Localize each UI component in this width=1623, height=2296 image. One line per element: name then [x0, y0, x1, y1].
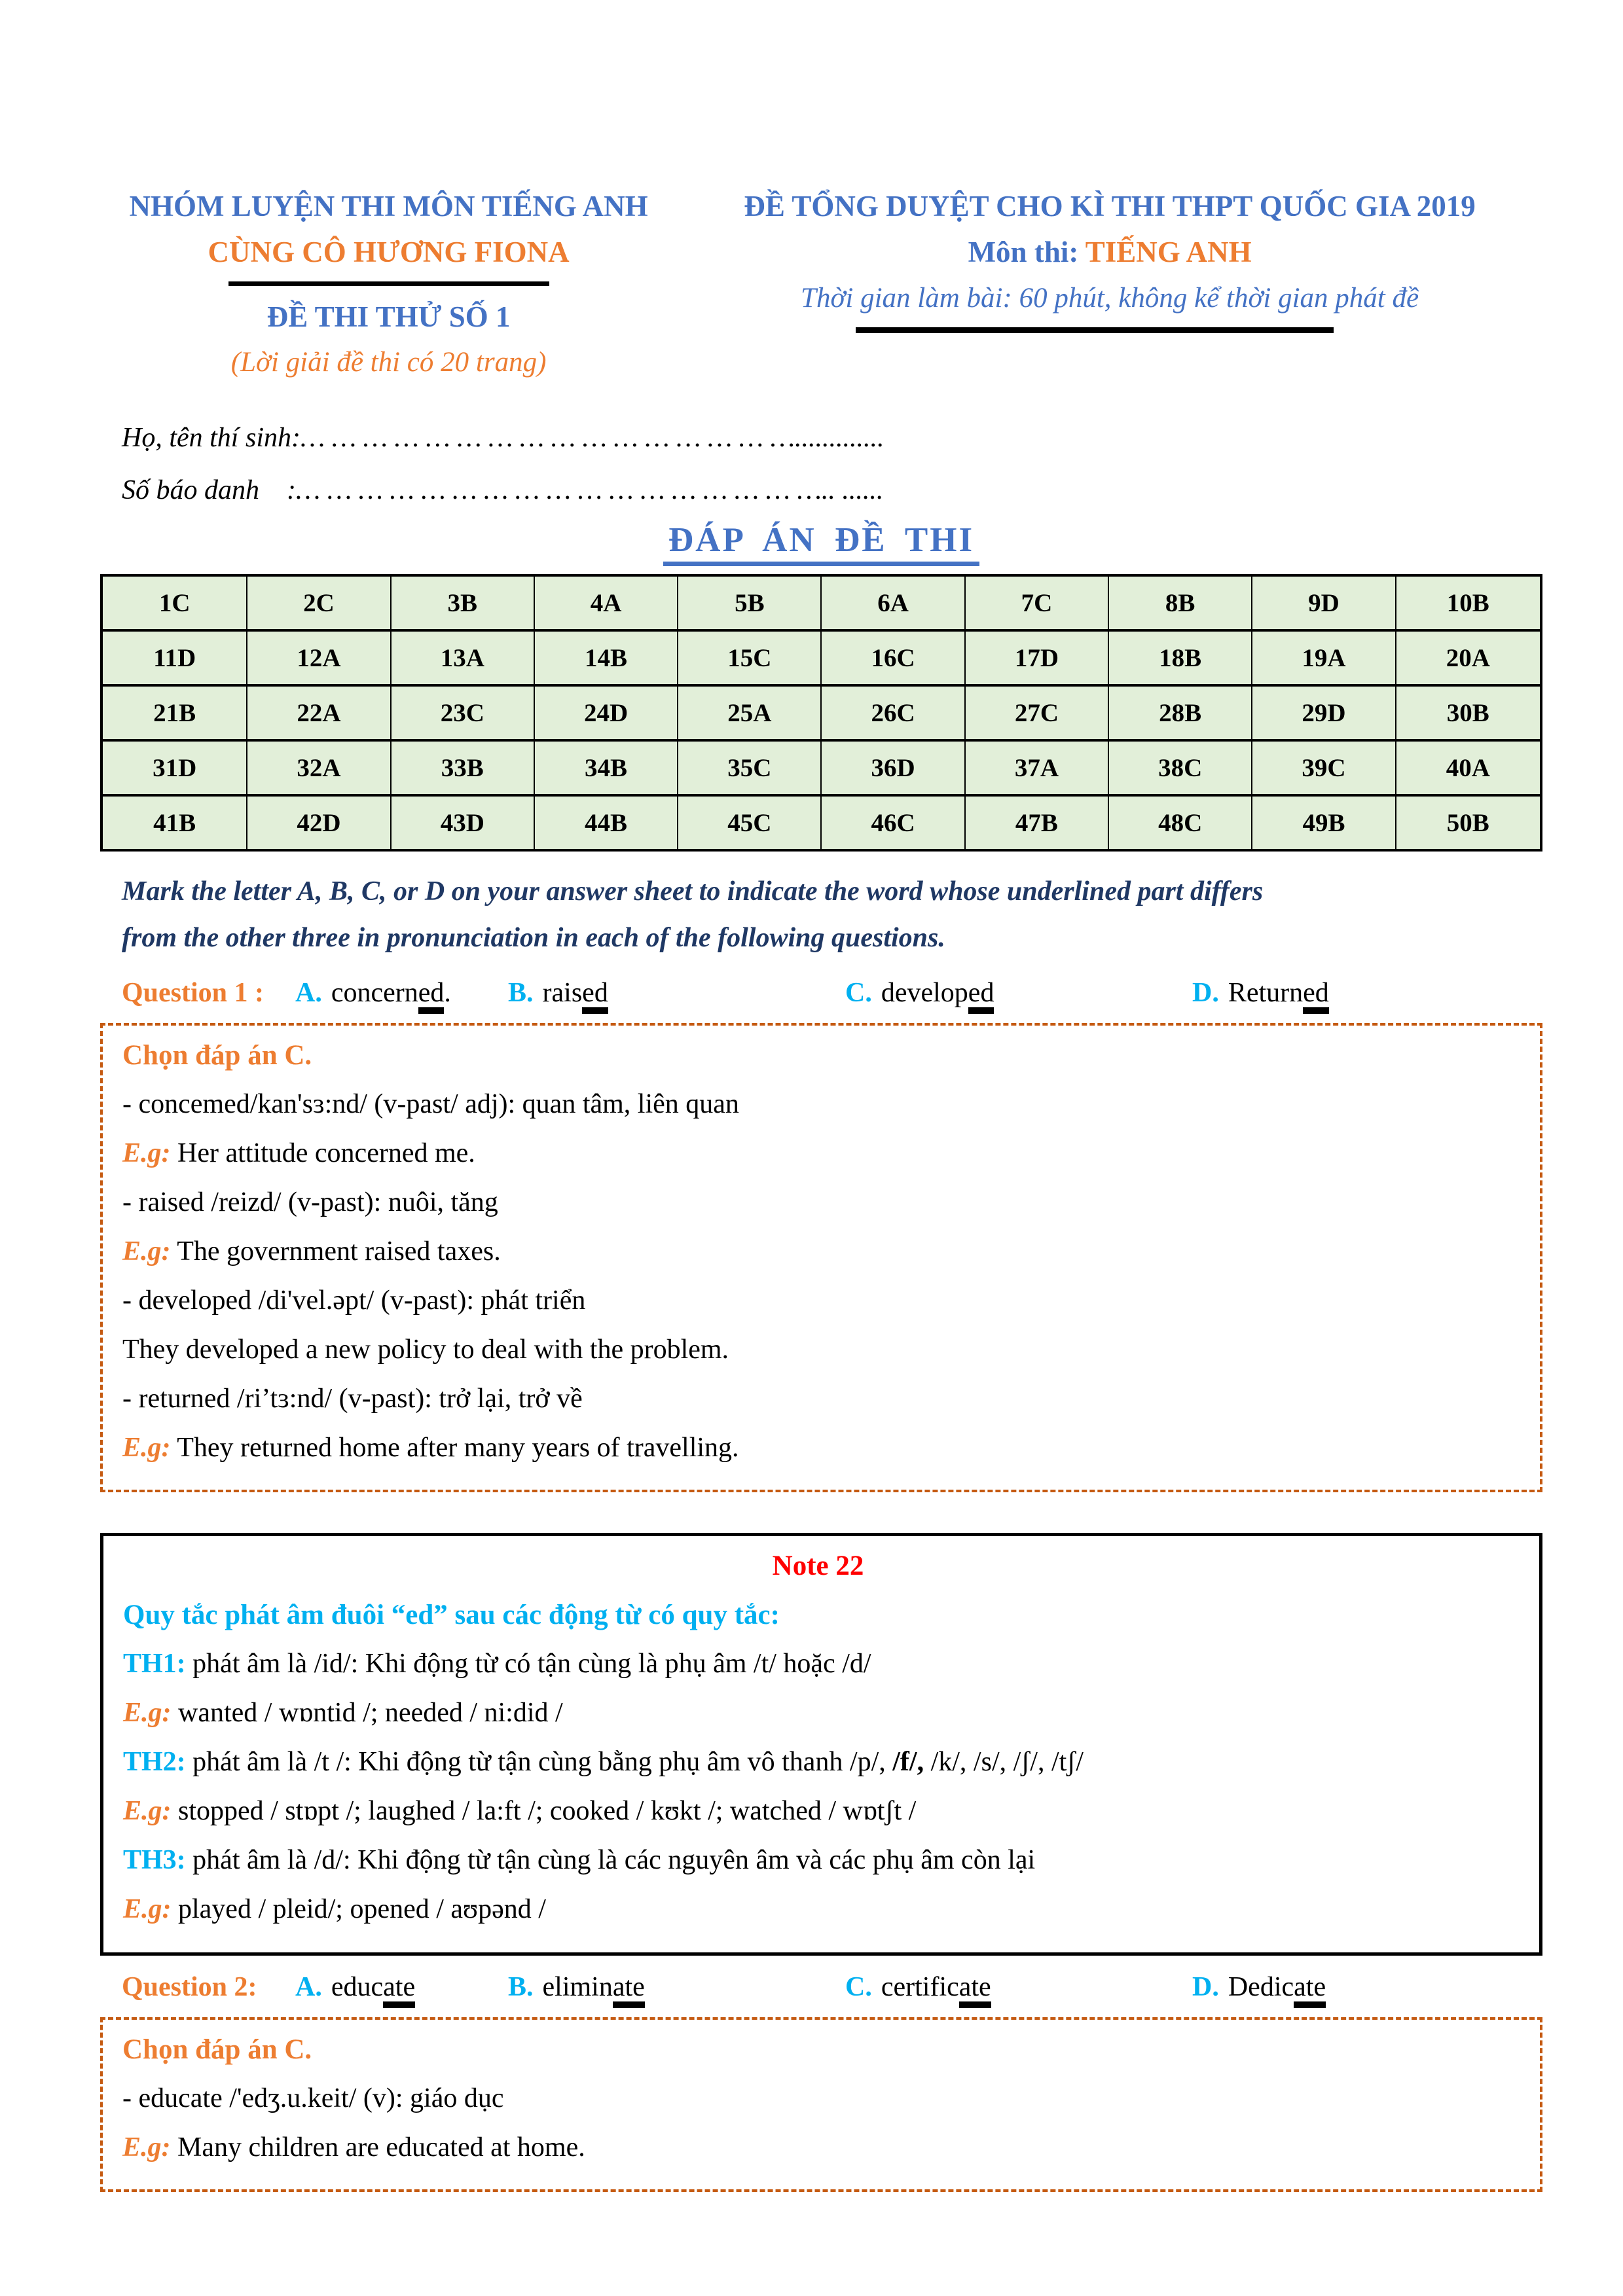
- table-row: [101, 575, 1541, 630]
- question-2-option-c: C. certificate: [845, 1966, 1192, 2008]
- answer-cell: 27C: [965, 685, 1108, 740]
- answer-cell: 9D: [1252, 575, 1395, 630]
- answer-cell: 50B: [1396, 795, 1541, 850]
- answer-cell: 16C: [821, 630, 964, 685]
- eg-label: E.g:: [122, 1433, 171, 1463]
- eg-label: E.g:: [122, 1138, 171, 1168]
- answer-cell: 7C: [965, 575, 1108, 630]
- answer-cell: 17D: [965, 630, 1108, 685]
- underlined-part: ate: [383, 1973, 415, 2008]
- explanation-line: - educate /'edʒ.u.keit/ (v): giáo dục: [122, 2083, 504, 2113]
- student-name-label: Họ, tên thí sinh:: [122, 423, 301, 453]
- underlined-part: ate: [1294, 1973, 1326, 2008]
- answer-cell: 44B: [534, 795, 678, 850]
- answer-cell: 3B: [391, 575, 534, 630]
- underlined-part: ate: [613, 1973, 645, 2008]
- student-info: [122, 412, 1542, 516]
- question-1-option-c: C. developed: [845, 972, 1192, 1014]
- answer-explanation-box-2: [100, 2017, 1542, 2192]
- underlined-part: ed: [968, 978, 994, 1014]
- answer-cell: 8B: [1108, 575, 1252, 630]
- subject-label: Môn thi:: [968, 236, 1079, 268]
- answer-cell: 43D: [391, 795, 534, 850]
- option-letter: C.: [845, 1972, 872, 2002]
- answer-cell: 29D: [1252, 685, 1395, 740]
- student-name-line: [122, 412, 1542, 464]
- example-line: E.g: Many children are educated at home.: [122, 2132, 585, 2162]
- option-letter: D.: [1192, 1972, 1219, 2002]
- table-row: [101, 685, 1541, 740]
- table-row: [101, 795, 1541, 850]
- explanation-line: - raised /reizd/ (v-past): nuôi, tăng: [122, 1187, 498, 1217]
- section-instruction: [122, 869, 1542, 961]
- question-2: [122, 1966, 1542, 2008]
- answer-cell: 1C: [101, 575, 247, 630]
- answer-cell: 5B: [678, 575, 821, 630]
- answer-cell: 35C: [678, 740, 821, 795]
- answer-cell: 2C: [247, 575, 390, 630]
- example-line: E.g: Her attitude concerned me.: [122, 1138, 475, 1168]
- note-box: [100, 1533, 1542, 1956]
- answer-cell: 45C: [678, 795, 821, 850]
- chosen-answer-title: Chọn đáp án C.: [122, 2034, 312, 2065]
- answer-cell: 12A: [247, 630, 390, 685]
- subject-line: [677, 229, 1542, 275]
- underlined-part: ed: [1303, 978, 1329, 1014]
- answer-cell: 6A: [821, 575, 964, 630]
- answer-cell: 21B: [101, 685, 247, 740]
- case-label: TH3:: [123, 1845, 186, 1875]
- answer-cell: 19A: [1252, 630, 1395, 685]
- answer-cell: 31D: [101, 740, 247, 795]
- answer-cell: 26C: [821, 685, 964, 740]
- option-letter: A.: [295, 1972, 322, 2002]
- note-rule-line: TH3: phát âm là /d/: Khi động từ tận cùng là các nguyên âm và các phụ âm còn lại: [123, 1845, 1036, 1875]
- answer-cell: 14B: [534, 630, 678, 685]
- answer-cell: 37A: [965, 740, 1108, 795]
- student-id-line: [122, 464, 1542, 516]
- eg-label: E.g:: [122, 2132, 171, 2162]
- answer-cell: 36D: [821, 740, 964, 795]
- note-subtitle: Quy tắc phát âm đuôi “ed” sau các động từ có quy tắc:: [123, 1600, 780, 1630]
- answer-cell: 49B: [1252, 795, 1395, 850]
- answer-cell: 40A: [1396, 740, 1541, 795]
- answer-key-title: ĐÁP ÁN ĐỀ THI: [100, 520, 1542, 560]
- example-line: E.g: stopped / stɒpt /; laughed / la:ft /; cooked / kʊkt /; watched / wɒtʃt /: [123, 1796, 917, 1826]
- solution-pages-note: (Lời giải đề thi có 20 trang): [230, 347, 547, 378]
- header-right-rule: [856, 327, 1334, 333]
- student-name-dots: … … … … … … … … … … … … … … … ….............: [300, 423, 884, 453]
- underlined-part: ed: [418, 978, 445, 1014]
- question-2-option-b: B. eliminate: [508, 1966, 845, 2008]
- eg-label: E.g:: [123, 1796, 172, 1826]
- answer-cell: 48C: [1108, 795, 1252, 850]
- answer-cell: 25A: [678, 685, 821, 740]
- eg-label: E.g:: [123, 1894, 172, 1924]
- explanation-line: - returned /ri’tɜ:nd/ (v-past): trở lại, trở về: [122, 1384, 583, 1414]
- option-letter: C.: [845, 978, 872, 1008]
- eg-label: E.g:: [122, 1236, 171, 1266]
- answer-cell: 4A: [534, 575, 678, 630]
- question-1-option-d: D. Returned: [1192, 972, 1542, 1014]
- answer-cell: 41B: [101, 795, 247, 850]
- header-right: [677, 183, 1542, 386]
- question-2-label: Question 2:: [122, 1972, 264, 2002]
- example-line: E.g: wanted / wɒntid /; needed / ni:did /: [123, 1698, 563, 1728]
- answer-cell: 39C: [1252, 740, 1395, 795]
- eg-label: E.g:: [123, 1698, 172, 1728]
- underlined-part: ed: [582, 978, 608, 1014]
- explanation-line: - developed /di'vel.əpt/ (v-past): phát triển: [122, 1285, 586, 1316]
- explanation-line: They developed a new policy to deal with the problem.: [122, 1335, 729, 1365]
- exam-title: ĐỀ TỔNG DUYỆT CHO KÌ THI THPT QUỐC GIA 2019: [744, 190, 1476, 223]
- subject-value: TIẾNG ANH: [1085, 236, 1252, 268]
- answer-cell: 22A: [247, 685, 390, 740]
- answer-cell: 38C: [1108, 740, 1252, 795]
- note-title: Note 22: [772, 1551, 864, 1581]
- instruction-line-2: from the other three in pronunciation in each of the following questions.: [122, 923, 945, 953]
- case-label: TH2:: [123, 1747, 186, 1777]
- answer-cell: 10B: [1396, 575, 1541, 630]
- answer-key-table: [100, 574, 1542, 852]
- note-rule-line: TH2: phát âm là /t /: Khi động từ tận cùng bằng phụ âm vô thanh /p/, /f/, /k/, /s/, /ʃ/, /tʃ/: [123, 1747, 1084, 1777]
- group-name-line2: CÙNG CÔ HƯƠNG FIONA: [208, 236, 570, 268]
- answer-cell: 11D: [101, 630, 247, 685]
- table-row: [101, 630, 1541, 685]
- student-id-dots: :… … … … … … … … … … … … … … … … ….. ......: [259, 475, 884, 505]
- answer-cell: 33B: [391, 740, 534, 795]
- answer-cell: 23C: [391, 685, 534, 740]
- group-name-line1: NHÓM LUYỆN THI MÔN TIẾNG ANH: [129, 190, 648, 223]
- exam-number: ĐỀ THI THỬ SỐ 1: [266, 300, 511, 333]
- header-left: [100, 183, 677, 386]
- question-1: [122, 972, 1542, 1014]
- answer-cell: 34B: [534, 740, 678, 795]
- option-letter: A.: [295, 978, 322, 1008]
- header-left-rule: [228, 281, 549, 286]
- question-1-label: Question 1 :: [122, 978, 271, 1008]
- answer-cell: 15C: [678, 630, 821, 685]
- answer-cell: 28B: [1108, 685, 1252, 740]
- question-1-option-a: A. concerned.: [295, 972, 508, 1014]
- answer-cell: 18B: [1108, 630, 1252, 685]
- example-line: E.g: The government raised taxes.: [122, 1236, 501, 1266]
- answer-cell: 42D: [247, 795, 390, 850]
- question-1-option-b: B. raised: [508, 972, 845, 1014]
- table-row: [101, 740, 1541, 795]
- note-rule-line: TH1: phát âm là /id/: Khi động từ có tận cùng là phụ âm /t/ hoặc /d/: [123, 1649, 871, 1679]
- answer-cell: 20A: [1396, 630, 1541, 685]
- answer-explanation-box-1: [100, 1023, 1542, 1492]
- option-letter: B.: [508, 978, 534, 1008]
- instruction-line-1: Mark the letter A, B, C, or D on your answer sheet to indicate the word whose underlined part differs: [122, 876, 1264, 906]
- case-label: TH1:: [123, 1649, 186, 1679]
- exam-header: [100, 183, 1542, 386]
- question-2-option-a: A. educate: [295, 1966, 508, 2008]
- option-letter: D.: [1192, 978, 1219, 1008]
- answer-cell: 13A: [391, 630, 534, 685]
- explanation-line: - concemed/kan'sɜ:nd/ (v-past/ adj): quan tâm, liên quan: [122, 1089, 739, 1119]
- answer-cell: 30B: [1396, 685, 1541, 740]
- student-id-label: Số báo danh: [122, 475, 259, 505]
- duration-line: Thời gian làm bài: 60 phút, không kể thời gian phát đề: [801, 283, 1419, 314]
- answer-cell: 46C: [821, 795, 964, 850]
- example-line: E.g: They returned home after many years of travelling.: [122, 1433, 739, 1463]
- answer-cell: 24D: [534, 685, 678, 740]
- underlined-part: ate: [959, 1973, 991, 2008]
- answer-cell: 47B: [965, 795, 1108, 850]
- question-2-option-d: D. Dedicate: [1192, 1966, 1542, 2008]
- chosen-answer-title: Chọn đáp án C.: [122, 1040, 312, 1071]
- answer-cell: 32A: [247, 740, 390, 795]
- example-line: E.g: played / pleid/; opened / aʊpənd /: [123, 1894, 546, 1924]
- option-letter: B.: [508, 1972, 534, 2002]
